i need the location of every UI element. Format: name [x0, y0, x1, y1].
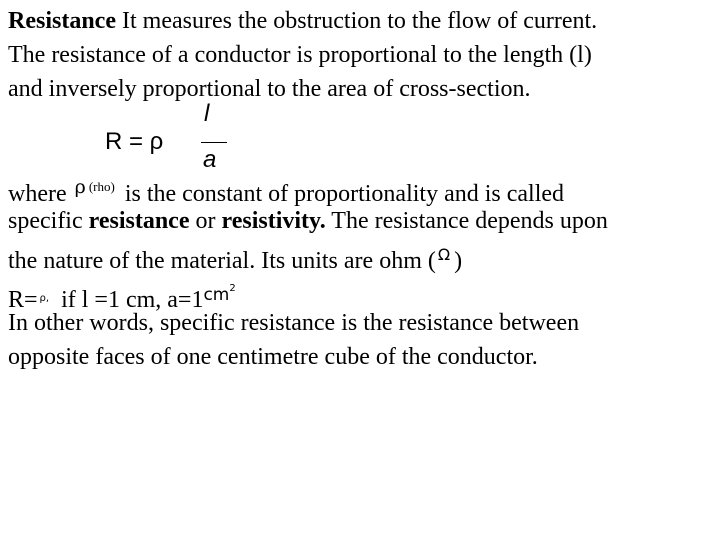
summary-line-8: In other words, specific resistance is the resistance between [8, 310, 580, 336]
explanation-line-6 [8, 240, 462, 276]
explanation-text-5a: specific [8, 208, 89, 234]
explanation-text-7b: if l =1 cm, a=1 [55, 287, 204, 313]
term-resistance: Resistance [8, 8, 116, 34]
rho-symbol: ρ [74, 176, 86, 198]
formula-lhs: R = ρ [105, 128, 164, 155]
cm-squared-unit [203, 274, 235, 310]
explanation-text-4: is the constant of proportionality and is called [118, 181, 565, 207]
resistance-formula [105, 102, 235, 176]
explanation-text-5c: The resistance depends upon [325, 208, 608, 234]
definition-text-1: It measures the obstruction to the flow of current. [115, 8, 598, 34]
term-resistivity: resistivity. [221, 208, 326, 234]
explanation-text-6b: ) [454, 248, 463, 274]
small-rho-symbol: ρ, [39, 293, 50, 304]
fraction-bar [201, 142, 227, 143]
where-word: where [8, 181, 67, 207]
explanation-line-5 [8, 206, 608, 236]
definition-line-2: The resistance of a conductor is proportional to the length (l) [8, 42, 592, 68]
cm-exponent: 2 [229, 283, 236, 294]
explanation-text-5b: or [189, 208, 222, 234]
term-specific-resistance: resistance [88, 208, 190, 234]
definition-line-1 [8, 6, 597, 36]
ohm-symbol: Ω [437, 245, 451, 264]
explanation-text-7a: R= [8, 287, 38, 313]
summary-line-9: opposite faces of one centimetre cube of the conductor. [8, 344, 538, 370]
definition-line-3: and inversely proportional to the area of cross-section. [8, 76, 531, 102]
explanation-text-6a: the nature of the material. Its units are ohm ( [8, 248, 436, 274]
cm-unit: cm [203, 285, 230, 305]
explanation-line-4 [8, 172, 564, 209]
formula-denominator: a [203, 146, 217, 173]
rho-note: (rho) [88, 179, 115, 194]
formula-numerator: l [204, 100, 210, 127]
